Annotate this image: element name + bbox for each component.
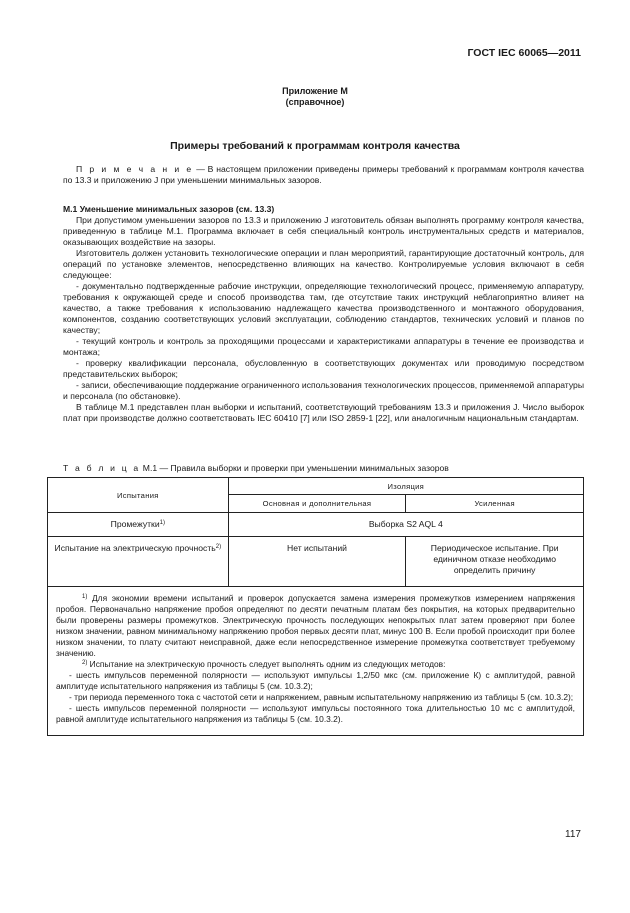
note-text: — В настоящем приложении приведены примеры требований к программам контроля качества по 13.3 и приложению J при уменьшении минимальных зазоров.	[63, 164, 584, 185]
header-reinforced: Усиленная	[406, 495, 584, 513]
appendix-header	[0, 86, 630, 108]
footnote-2-item: - шесть импульсов переменной полярности — используют импульсы 1,2/50 мкс (см. приложение К) с амплитудой, равной амплитуде испытательного напряжения из таблицы 5 (см. 10.3.2);	[56, 670, 575, 691]
row-strength-label: Испытание на электрическую прочность$^{2)}$	[48, 537, 229, 587]
list-item: - текущий контроль и контроль за проходящими процессами и характеристиками аппаратуры в течение ее производства и монтажа;	[63, 336, 584, 357]
table-caption-text: М.1 — Правила выборки и проверки при уменьшении минимальных зазоров	[140, 463, 449, 473]
main-title: Примеры требований к программам контроля качества	[170, 140, 460, 152]
footnote-2: $^{2)}$ Испытание на электрическую прочность следует выполнять одним из следующих методов:	[82, 659, 446, 669]
section-m1	[63, 204, 584, 424]
paragraph: При допустимом уменьшении зазоров по 13.3 и приложению J изготовитель обязан выполнять программу контроля качества, приведенную в таблице М.1. Программа включает в себя специальный контроль инструментальных средств и материалов, оказывающих воздействие на зазоры.	[63, 215, 584, 247]
note-label: П р и м е ч а н и е	[76, 164, 194, 174]
row-clearances-label: Промежутки$^{1)}$	[48, 513, 229, 537]
footnote-2-item: - шесть импульсов переменной полярности — используют импульсы постоянного тока длительностью 10 мс с амплитудой, равной амплитуде испытательного напряжения из таблицы 5 (см. 10.3.2).	[56, 703, 575, 724]
footnote-ref-2: 2)	[215, 544, 222, 550]
row-strength-reinforced: Периодическое испытание. При единичном отказе необходимо определить причину	[406, 537, 584, 587]
table-footnotes	[48, 587, 584, 736]
appendix-title: Приложение М	[282, 86, 348, 96]
row-strength-basic: Нет испытаний	[228, 537, 406, 587]
appendix-subtitle: (справочное)	[285, 97, 345, 107]
section-heading: М.1 Уменьшение минимальных зазоров (см. 13.3)	[63, 204, 275, 214]
footnote-1: $^{1)}$ Для экономии времени испытаний и проверок допускается замена измерения промежутков измерением напряжения пробоя. Первоначально напряжение пробоя определяют по десяти печатным платам без покрытия, на которых предварительно были проверены размеры промежутков. Электрическую прочность последующих непокрытых плат затем проверяют при более низком значении, равном минимальному напряжению пробоя первых десяти плат, минус 100 В. Если пробой происходит при более низком значении, то плату считают неисправной, даже если непосредственное измерение промежутка соответствует требуемому значению.	[56, 593, 575, 658]
page-number: 117	[565, 829, 581, 840]
footnote-ref-1: 1)	[159, 520, 165, 526]
table-caption	[63, 463, 449, 473]
list-item: - проверку квалификации персонала, обусловленную в соответствующих документах или проводимую посредством представительских выборок;	[63, 358, 584, 379]
sampling-table	[47, 477, 584, 736]
note-paragraph	[63, 164, 584, 186]
row-clearances-value: Выборка S2 AQL 4	[228, 513, 583, 537]
list-item: - документально подтвержденные рабочие инструкции, определяющие технологический процесс, применяемую аппаратуру, требования к окружающей среде и способ производства там, где отсутствие таких инструкций неблагоприятно влияет на качество, а также требования к использованию надлежащего качества производственного и монтажного оборудования, компонентов, созданию соответствующих условий эксплуатации, соблюдению стандартов, технических условий и планов по качеству;	[63, 281, 584, 335]
header-insulation: Изоляция	[228, 478, 583, 495]
paragraph: Изготовитель должен установить технологические операции и план мероприятий, гарантирующие достаточный контроль, для операций по установке элементов, непосредственно влияющих на качество. Контролируемые условия включают в себя следующее:	[63, 248, 584, 280]
header-basic: Основная и дополнительная	[228, 495, 406, 513]
table-caption-label: Т а б л и ц а	[63, 463, 141, 473]
footnote-2-item: - три периода переменного тока с частотой сети и напряжением, равным испытательному напряжению из таблицы 5 (см. 10.3.2);	[69, 692, 574, 702]
standard-designation: ГОСТ IEC 60065—2011	[467, 47, 581, 59]
header-tests: Испытания	[48, 478, 229, 513]
paragraph: В таблице М.1 представлен план выборки и испытаний, соответствующий требованиям 13.3 и приложения J. Число выборок плат при производстве должно соответствовать IEC 60410 [7] или ISO 2859-1 [22], или аналогичным национальным стандартам.	[63, 402, 584, 423]
list-item: - записи, обеспечивающие поддержание ограниченного использования технологических процессов, применяемой аппаратуры и персонала (по обстановке).	[63, 380, 584, 401]
